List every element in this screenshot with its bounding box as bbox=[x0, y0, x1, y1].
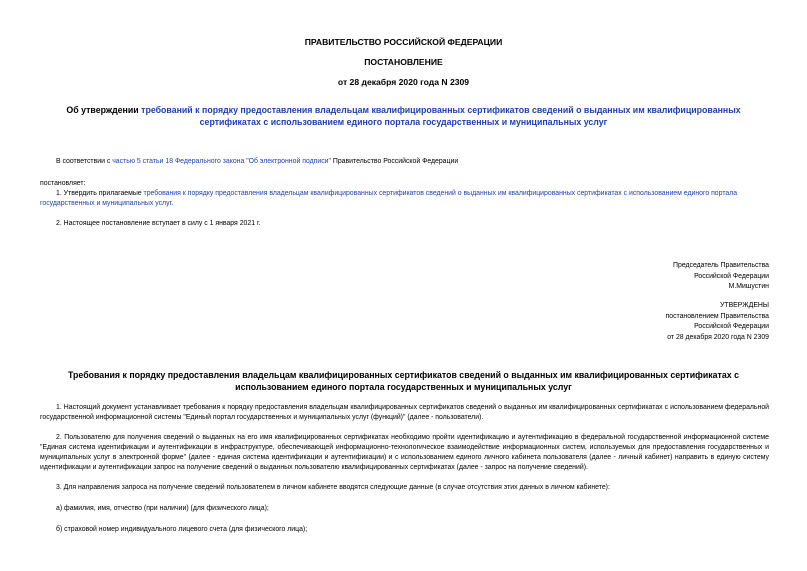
preamble-text: В соответствии с bbox=[56, 158, 113, 165]
document-title bbox=[40, 104, 767, 128]
approved-by: постановлением Правительства bbox=[665, 312, 769, 320]
requirement-3: 3. Для направления запроса на получение сведений пользователем в личном кабинете вводятся следующие данные (в случае отсутствия этих данных в личном кабинете): bbox=[56, 484, 610, 491]
signature-block bbox=[673, 261, 769, 293]
approved-date: от 28 декабря 2020 года N 2309 bbox=[667, 333, 769, 341]
requirement-2: 2. Пользователю для получения сведений о выданных на его имя квалифицированных сертификатах необходимо пройти идентификацию и аутентификацию в федеральной государственной информационной системе "Единая система идентификации и аутентификации в инфраструктуре, обеспечивающей информационно-технологическое взаимодействие информационных систем, используемых для предоставления государственных и муниципальных услуг в электронной форме" (далее - единая система идентификации и аутентификации) и с использованием единого личного кабинета пользователя (далее - личный кабинет) направить в единую систему идентификации и аутентификации запрос на получение сведений о выданных пользователю квалифицированных сертификатах (далее - запрос на получение сведений). bbox=[40, 434, 769, 471]
signature-country: Российской Федерации bbox=[694, 272, 769, 280]
requirements-link[interactable]: требования к порядку предоставления владельцам квалифицированных сертификатов сведений о выданных им квалифицированных сертификатах с использованием единого портала государственных и муниципальных услуг bbox=[40, 190, 738, 207]
title-link[interactable]: требований к порядку предоставления владельцам квалифицированных сертификатов сведений о выданных им квалифицированных сертификатах с использованием единого портала государственных и муниципальных услуг bbox=[141, 105, 741, 127]
approved-country: Российской Федерации bbox=[694, 323, 769, 330]
requirements-title: Требования к порядку предоставления владельцам квалифицированных сертификатов сведений о выданных им квалифицированных сертификатах с использованием единого портала государственных и муниципальных услуг bbox=[68, 370, 739, 392]
requirement-3b: б) страховой номер индивидуального лицевого счета (для физического лица); bbox=[56, 526, 308, 533]
signature-position: Председатель Правительства bbox=[673, 262, 769, 269]
document-date-number: от 28 декабря 2020 года N 2309 bbox=[337, 77, 470, 87]
government-heading: ПРАВИТЕЛЬСТВО РОССИЙСКОЙ ФЕДЕРАЦИИ bbox=[304, 37, 503, 47]
item-1 bbox=[40, 189, 769, 209]
law-link[interactable]: частью 5 статьи 18 Федерального закона "Об электронной подписи" bbox=[112, 158, 331, 165]
requirement-1: 1. Настоящий документ устанавливает требования к порядку предоставления владельцам квалифицированных сертификатов сведений о выданных им квалифицированных сертификатах с использованием федеральной государственной информационной системы "Единый портал государственных и муниципальных услуг (функций)" (далее - пользователи). bbox=[40, 404, 769, 421]
preamble bbox=[56, 157, 776, 167]
item-2: 2. Настоящее постановление вступает в силу с 1 января 2021 г. bbox=[56, 220, 261, 227]
approval-block bbox=[666, 301, 770, 343]
item-1-prefix: 1. Утвердить прилагаемые bbox=[56, 190, 144, 197]
preamble-text-end: Правительство Российской Федерации bbox=[330, 158, 459, 165]
signature-name: М.Мишустин bbox=[728, 283, 769, 290]
title-prefix: Об утверждении bbox=[66, 105, 142, 115]
approved-label: УТВЕРЖДЕНЫ bbox=[720, 302, 769, 309]
requirement-3a: а) фамилия, имя, отчество (при наличии) (для физического лица); bbox=[56, 505, 269, 512]
decides-text: постановляет: bbox=[40, 180, 86, 187]
item-1-suffix: . bbox=[171, 200, 174, 207]
document-type-heading: ПОСТАНОВЛЕНИЕ bbox=[364, 57, 443, 67]
